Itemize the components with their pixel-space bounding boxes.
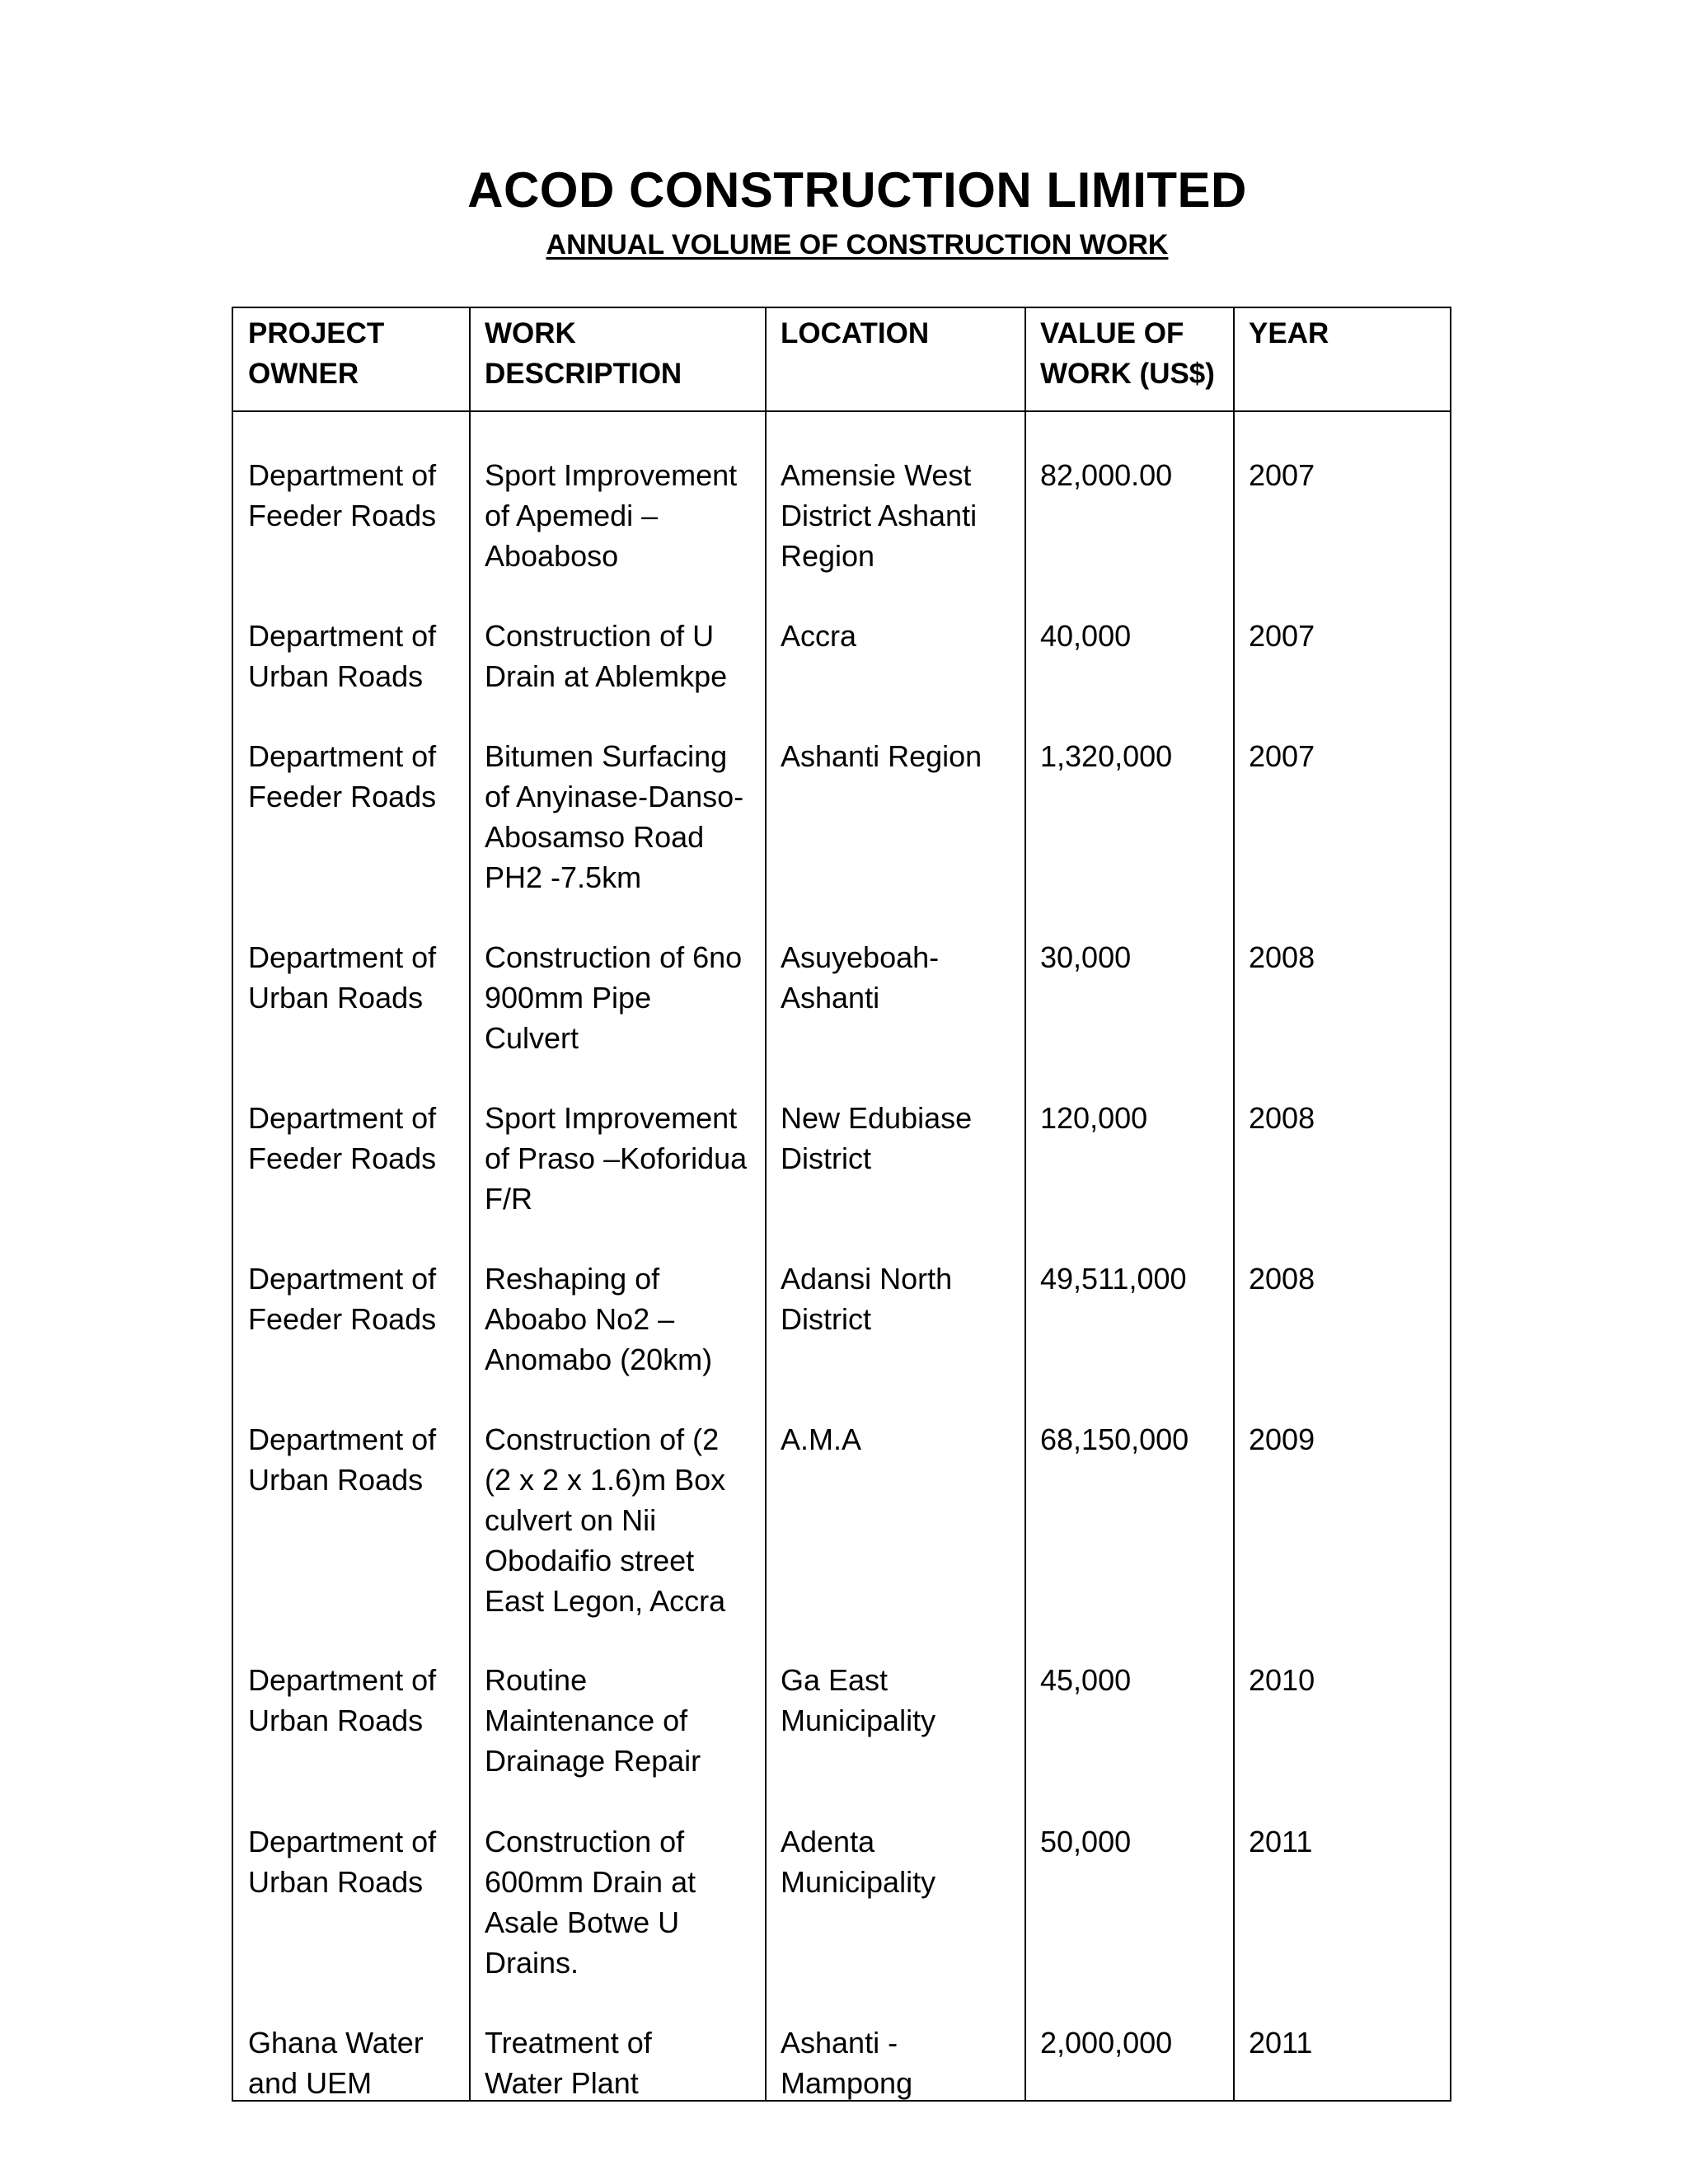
cell-year: 2007 <box>1249 458 1315 492</box>
header-year: YEAR <box>1249 317 1329 349</box>
cell-project-owner: Department of Urban Roads <box>248 619 437 693</box>
cell-value: 50,000 <box>1040 1825 1132 1858</box>
cell-work-description: Routine Maintenance of Drainage Repair <box>485 1663 701 1778</box>
cell-year: 2008 <box>1249 940 1315 974</box>
column-divider <box>1233 308 1235 2100</box>
cell-work-description: Construction of (2 (2 x 2 x 1.6)m Box culvert on Nii Obodaifio street East Legon, Accra <box>485 1422 726 1618</box>
cell-value: 30,000 <box>1040 940 1132 974</box>
cell-location: Ashanti Region <box>781 739 982 773</box>
cell-location: A.M.A <box>781 1422 862 1456</box>
cell-project-owner: Ghana Water and UEM <box>248 2026 424 2100</box>
cell-work-description: Sport Improvement of Apemedi – Aboaboso <box>485 458 738 573</box>
cell-value: 120,000 <box>1040 1101 1148 1135</box>
cell-project-owner: Department of Feeder Roads <box>248 1262 437 1336</box>
cell-project-owner: Department of Feeder Roads <box>248 458 437 532</box>
cell-value: 68,150,000 <box>1040 1422 1189 1456</box>
cell-year: 2009 <box>1249 1422 1315 1456</box>
construction-work-table <box>232 307 1451 2102</box>
cell-work-description: Construction of 600mm Drain at Asale Botwe U Drains. <box>485 1825 696 1980</box>
cell-location: Amensie West District Ashanti Region <box>781 458 978 573</box>
cell-location: New Edubiase District <box>781 1101 973 1175</box>
cell-location: Ga East Municipality <box>781 1663 936 1737</box>
cell-location: Adenta Municipality <box>781 1825 936 1899</box>
cell-year: 2011 <box>1249 2026 1313 2060</box>
cell-work-description: Construction of 6no 900mm Pipe Culvert <box>485 940 743 1055</box>
cell-location: Adansi North District <box>781 1262 953 1336</box>
cell-value: 82,000.00 <box>1040 458 1173 492</box>
document-subtitle: ANNUAL VOLUME OF CONSTRUCTION WORK <box>546 229 1169 260</box>
cell-work-description: Bitumen Surfacing of Anyinase-Danso- Abosamso Road PH2 -7.5km <box>485 739 744 894</box>
cell-year: 2007 <box>1249 619 1315 653</box>
header-project-owner: PROJECT OWNER <box>248 317 385 390</box>
cell-year: 2007 <box>1249 739 1315 773</box>
cell-work-description: Reshaping of Aboabo No2 – Anomabo (20km) <box>485 1262 713 1376</box>
cell-project-owner: Department of Feeder Roads <box>248 1101 437 1175</box>
cell-project-owner: Department of Urban Roads <box>248 1422 437 1497</box>
cell-work-description: Construction of U Drain at Ablemkpe <box>485 619 728 693</box>
header-location: LOCATION <box>781 317 930 349</box>
cell-value: 40,000 <box>1040 619 1132 653</box>
column-divider <box>1025 308 1026 2100</box>
cell-location: Ashanti - Mampong <box>781 2026 913 2100</box>
cell-project-owner: Department of Urban Roads <box>248 1825 437 1899</box>
document-title: ACOD CONSTRUCTION LIMITED <box>467 162 1247 218</box>
cell-work-description: Treatment of Water Plant <box>485 2026 652 2100</box>
cell-year: 2008 <box>1249 1101 1315 1135</box>
header-value-of-work: VALUE OF WORK (US$) <box>1040 317 1215 390</box>
cell-value: 45,000 <box>1040 1663 1132 1697</box>
cell-project-owner: Department of Urban Roads <box>248 1663 437 1737</box>
cell-year: 2011 <box>1249 1825 1313 1858</box>
cell-value: 49,511,000 <box>1040 1262 1187 1296</box>
column-divider <box>765 308 767 2100</box>
cell-work-description: Sport Improvement of Praso –Koforidua F/R <box>485 1101 748 1216</box>
cell-location: Asuyeboah- Ashanti <box>781 940 940 1015</box>
header-work-description: WORK DESCRIPTION <box>485 317 682 390</box>
cell-year: 2008 <box>1249 1262 1315 1296</box>
header-divider <box>233 410 1450 412</box>
cell-project-owner: Department of Feeder Roads <box>248 739 437 813</box>
cell-value: 1,320,000 <box>1040 739 1173 773</box>
cell-year: 2010 <box>1249 1663 1315 1697</box>
cell-value: 2,000,000 <box>1040 2026 1173 2060</box>
cell-project-owner: Department of Urban Roads <box>248 940 437 1015</box>
column-divider <box>469 308 471 2100</box>
cell-location: Accra <box>781 619 857 653</box>
